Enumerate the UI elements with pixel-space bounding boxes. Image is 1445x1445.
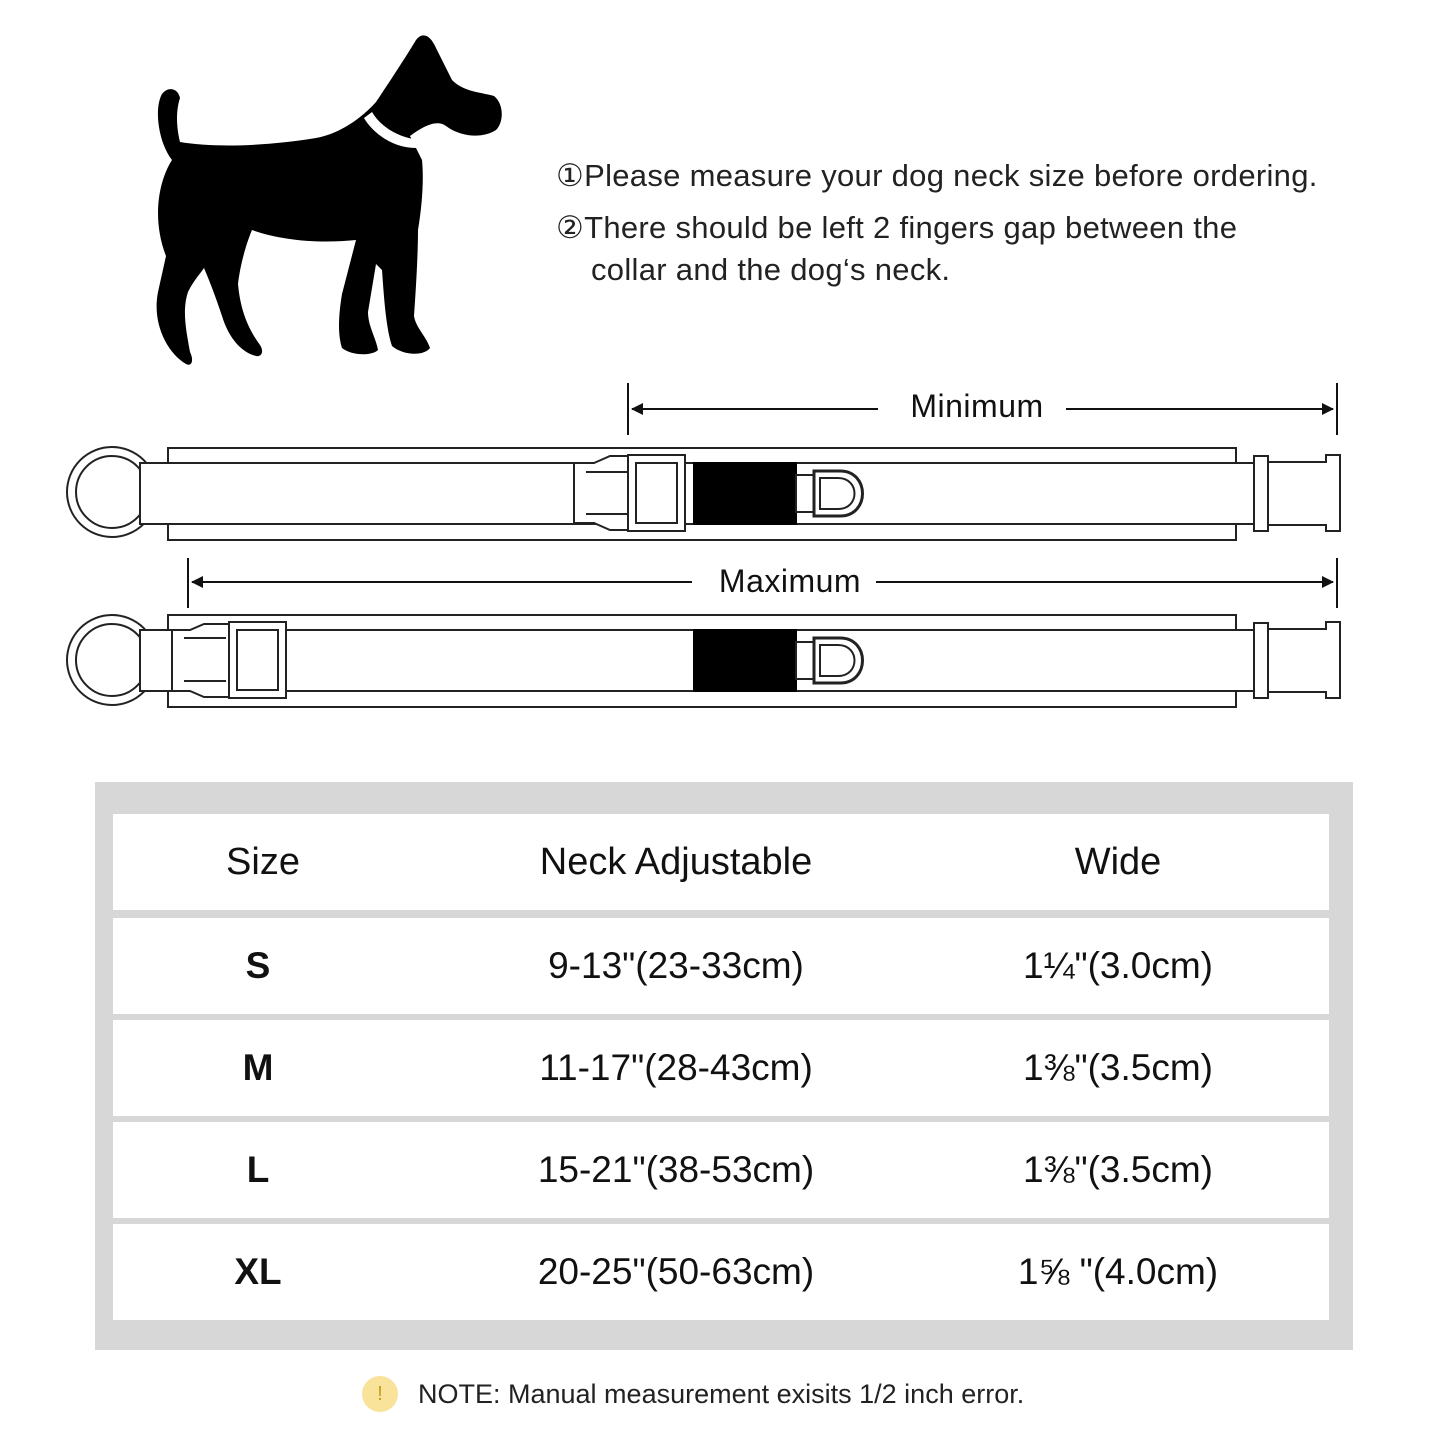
wide-cell: 1¼"(3.0cm) bbox=[1023, 945, 1213, 986]
collar-diagram bbox=[0, 375, 1445, 720]
size-cell: XL bbox=[234, 1251, 282, 1292]
table-row bbox=[113, 1020, 1329, 1116]
size-cell: L bbox=[246, 1149, 270, 1190]
neck-cell: 11-17"(28-43cm) bbox=[539, 1047, 813, 1088]
size-table bbox=[95, 782, 1353, 1350]
header-wide: Wide bbox=[1074, 840, 1162, 883]
minimum-dimension bbox=[628, 383, 1337, 435]
table-row bbox=[113, 1224, 1329, 1320]
maximum-label: Maximum bbox=[718, 563, 862, 599]
collar-maximum bbox=[67, 615, 1340, 707]
header-size: Size bbox=[226, 840, 300, 883]
table-header-row bbox=[113, 814, 1329, 910]
dog-silhouette-icon bbox=[140, 30, 510, 375]
minimum-label: Minimum bbox=[910, 388, 1044, 424]
wide-cell: 1⅝ "(4.0cm) bbox=[1017, 1251, 1219, 1292]
size-cell: M bbox=[242, 1047, 274, 1088]
size-cell: S bbox=[245, 945, 271, 986]
header-neck-adjustable: Neck Adjustable bbox=[539, 840, 813, 883]
neck-cell: 15-21"(38-53cm) bbox=[537, 1149, 815, 1190]
wide-cell: 1⅜"(3.5cm) bbox=[1023, 1047, 1213, 1088]
table-row bbox=[113, 1122, 1329, 1218]
collar-minimum bbox=[67, 447, 1340, 540]
note-text: NOTE: Manual measurement exisits 1/2 inch error. bbox=[418, 1378, 1025, 1409]
instruction-1: ①Please measure your dog neck size before ordering. bbox=[556, 158, 1318, 193]
instruction-3: collar and the dog‘s neck. bbox=[591, 252, 951, 287]
wide-cell: 1⅜"(3.5cm) bbox=[1023, 1149, 1213, 1190]
warning-icon: ! bbox=[362, 1376, 398, 1412]
maximum-dimension bbox=[188, 558, 1337, 608]
measurement-note bbox=[362, 1374, 1024, 1414]
instruction-2: ②There should be left 2 fingers gap between the bbox=[556, 210, 1238, 245]
table-row bbox=[113, 918, 1329, 1014]
neck-cell: 9-13"(23-33cm) bbox=[548, 945, 804, 986]
neck-cell: 20-25"(50-63cm) bbox=[537, 1251, 815, 1292]
